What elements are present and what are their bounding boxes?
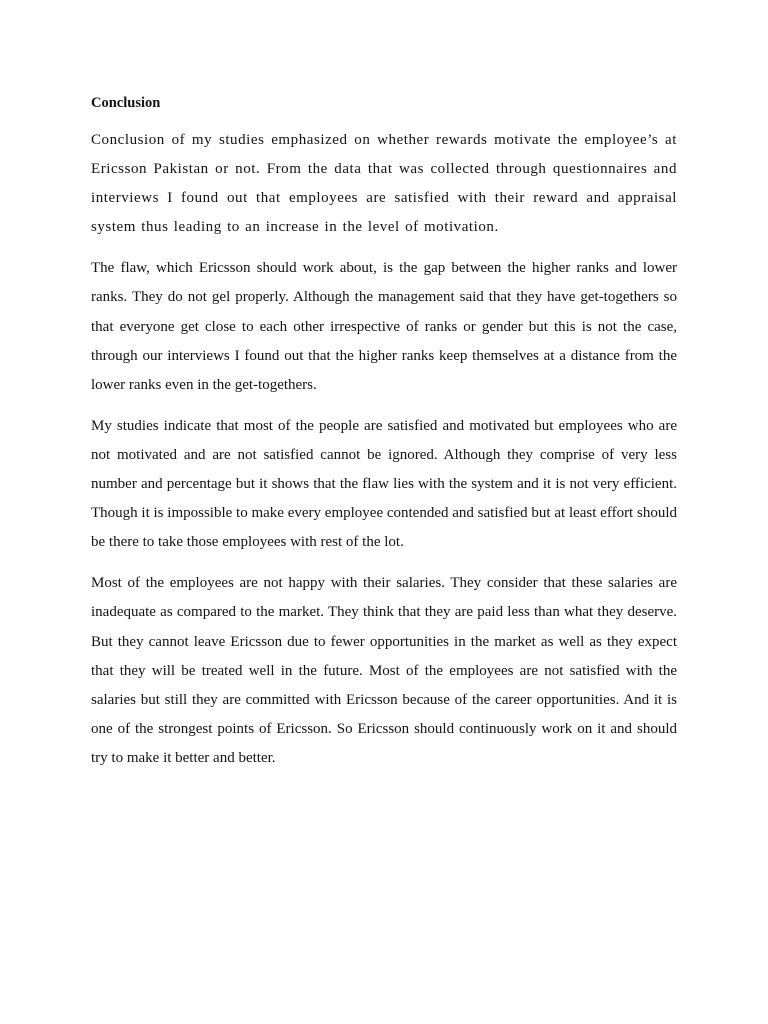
paragraph-4: Most of the employees are not happy with their salaries. They consider that these salaries are inadequate as compared to the market. They think that they are paid less than what they deserve. But they cannot leave Ericsson due to fewer opportunities in the market as well as they expect that they will be treated well in the future. Most of the employees are not satisfied with the salaries but still they are committed with Ericsson because of the career opportunities. And it is one of the strongest points of Ericsson. So Ericsson should continuously work on it and should try to make it better and better. (91, 575, 677, 766)
paragraph-2: The flaw, which Ericsson should work about, is the gap between the higher ranks and lower ranks. They do not gel properly. Although the management said that they have get-togethers so that everyone get close to each other irrespective of ranks or gender but this is not the case, through our interviews I found out that the higher ranks keep themselves at a distance from the lower ranks even in the get-togethers. (91, 260, 677, 393)
paragraph-1: Conclusion of my studies emphasized on whether rewards motivate the employee’s at Ericsson Pakistan or not. From the data that was collected through questionnaires and interviews I found out that employees are satisfied with their reward and appraisal system thus leading to an increase in the level of motivation. (91, 132, 677, 236)
document-body (91, 92, 677, 785)
section-heading: Conclusion (91, 95, 161, 111)
paragraph-3: My studies indicate that most of the people are satisfied and motivated but employees who are not motivated and are not satisfied cannot be ignored. Although they comprise of very less number and percentage but it shows that the flaw lies with the system and it is not very efficient. Though it is impossible to make every employee contended and satisfied but at least effort should be there to take those employees with rest of the lot. (91, 417, 677, 551)
